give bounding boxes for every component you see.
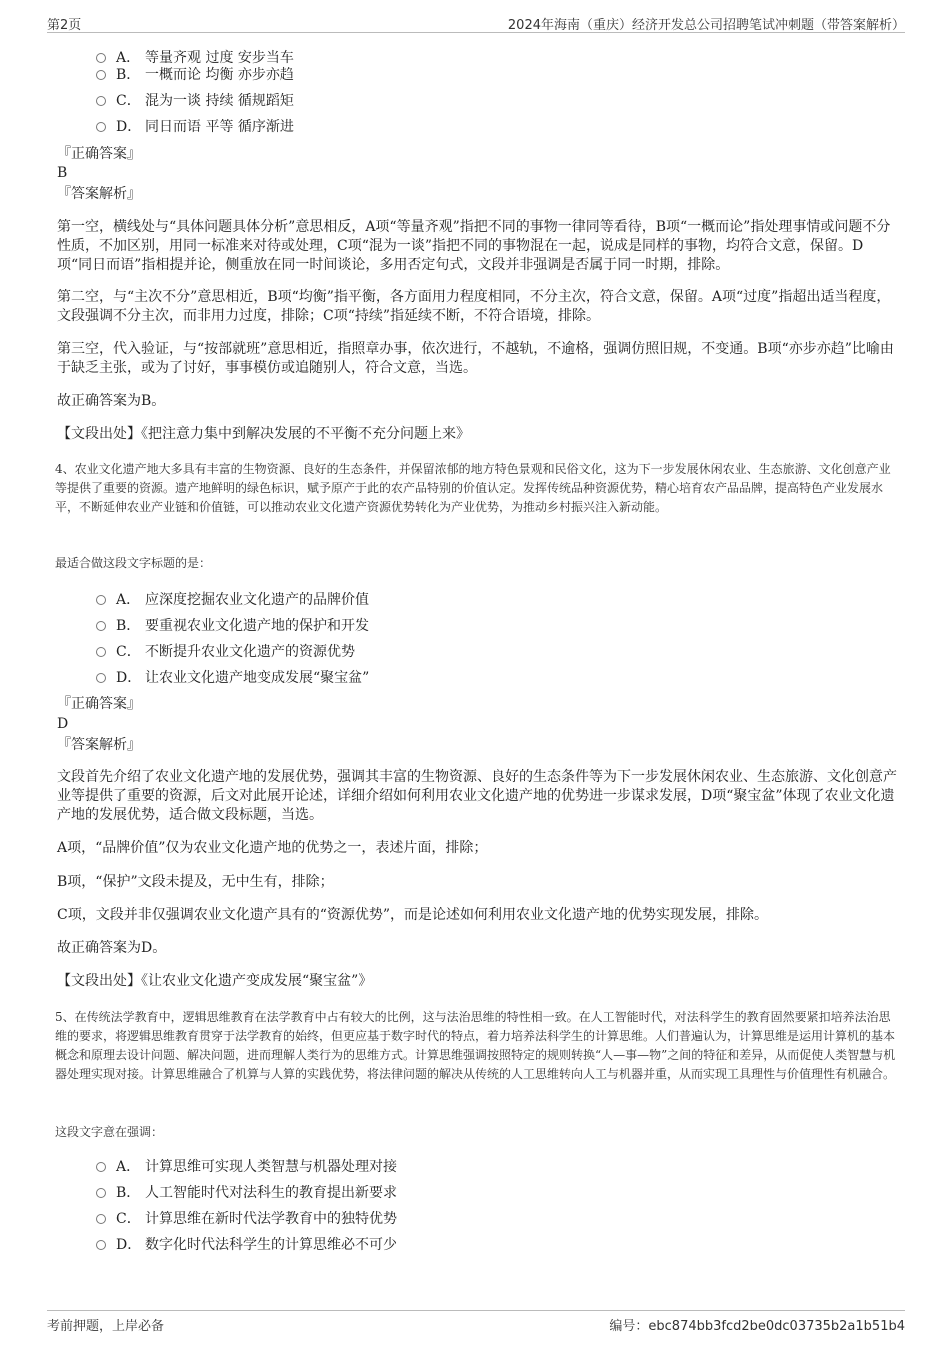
q4-question: 最适合做这段文字标题的是： [55, 556, 212, 570]
radio-icon[interactable] [96, 621, 106, 631]
page-number: 第2页 [47, 18, 82, 33]
q4-analysis-2: A项，“品牌价值”仅为农业文化遗产地的优势之一，表述片面，排除； [57, 840, 488, 856]
radio-icon[interactable] [96, 96, 106, 106]
q4-analysis-3: B项，“保护”文段未提及，无中生有，排除； [57, 874, 334, 890]
radio-icon[interactable] [96, 647, 106, 657]
q3-analysis-1: 第一空，横线处与“具体问题具体分析”意思相反，A项“等量齐观”指把不同的事物一律同等看待，B项“一概而论”指处理事情或问题不分性质，不加区别，用同一标准来对待或处理，C项“混为一谈”指把不同的事物混在一起，说成是同样的事物，均符合文意，保留。D项“同日而语”指相提并论，侧重放在同一时间谈论，多用否定句式，文段并非强调是否属于同一时期，排除。 [57, 219, 891, 273]
q4-analysis-4: C项，文段并非仅强调农业文化遗产具有的“资源优势”，而是论述如何利用农业文化遗产地的优势实现发展，排除。 [57, 907, 769, 923]
q4-source: 【文段出处】《让农业文化遗产变成发展“聚宝盆”》 [57, 973, 373, 989]
q3-analysis-3: 第三空，代入验证，与“按部就班”意思相近，指照章办事，依次进行，不越轨，不逾格，强调仿照旧规，不变通。B项“亦步亦趋”比喻由于缺乏主张，或为了讨好，事事模仿或追随别人，符合文意，当选。 [57, 341, 894, 376]
radio-icon[interactable] [96, 595, 106, 605]
radio-icon[interactable] [96, 1188, 106, 1198]
page-header [47, 14, 905, 33]
radio-icon[interactable] [96, 122, 106, 132]
radio-icon[interactable] [96, 673, 106, 683]
footer-slogan: 考前押题，上岸必备 [47, 1319, 165, 1334]
q4-answer-label: 『正确答案』 [57, 696, 141, 712]
q4-answer: D [57, 716, 69, 732]
document-title: 2024年海南（重庆）经济开发总公司招聘笔试冲刺题（带答案解析） [507, 18, 905, 33]
q3-answer-label: 『正确答案』 [57, 146, 141, 162]
q3-analysis-label: 『答案解析』 [57, 186, 141, 202]
radio-icon[interactable] [96, 70, 106, 80]
q4-analysis-label: 『答案解析』 [57, 737, 141, 753]
radio-icon[interactable] [96, 1214, 106, 1224]
q3-source: 【文段出处】《把注意力集中到解决发展的不平衡不充分问题上来》 [57, 426, 470, 442]
q5-question: 这段文字意在强调： [55, 1125, 164, 1139]
q3-analysis-2: 第二空，与“主次不分”意思相近，B项“均衡”指平衡，各方面用力程度相同，不分主次，符合文意，保留。A项“过度”指超出适当程度，文段强调不分主次，而非用力过度，排除；C项“持续”指延续不断，不符合语境，排除。 [57, 289, 891, 324]
q3-answer: B [57, 165, 68, 181]
radio-icon[interactable] [96, 1240, 106, 1250]
q3-conclusion: 故正确答案为B。 [57, 393, 166, 409]
q4-conclusion: 故正确答案为D。 [57, 940, 167, 956]
q4-analysis-1: 文段首先介绍了农业文化遗产地的发展优势，强调其丰富的生物资源、良好的生态条件等为下一步发展休闲农业、生态旅游、文化创意产业等提供了重要的资源，后文对此展开论述，详细介绍如何利用农业文化遗产地的优势进一步谋求发展，D项“聚宝盆”体现了农业文化遗产地的发展优势，适合做文段标题，当选。 [57, 769, 897, 823]
radio-icon[interactable] [96, 53, 106, 63]
q5-stem: 5、在传统法学教育中，逻辑思维教育在法学教育中占有较大的比例，这与法治思维的特性相一致。在人工智能时代，对法科学生的教育固然要紧扣培养法治思维的要求，将逻辑思维教育贯穿于法学教育的始终，但更应基于数字时代的特点，着力培养法科学生的计算思维。人们普遍认为，计算思维是运用计算机的基本概念和原理去设计问题、解决问题，进而理解人类行为的思维方式。计算思维强调按照特定的规则转换“人—事—物”之间的特征和差异，从而促使人类智慧与机器处理实现对接。计算思维融合了机算与人算的实践优势，将法律问题的解决从传统的人工思维转向人工与机器并重，从而实现工具理性与价值理性有机融合。 [55, 1010, 896, 1081]
radio-icon[interactable] [96, 1162, 106, 1172]
document-code: 编号：ebc874bb3fcd2be0dc03735b2a1b51b4 [609, 1319, 905, 1334]
q4-stem: 4、农业文化遗产地大多具有丰富的生物资源、良好的生态条件，并保留浓郁的地方特色景观和民俗文化，这为下一步发展休闲农业、生态旅游、文化创意产业等提供了重要的资源。遗产地鲜明的绿色标识，赋予原产于此的农产品特别的价值认定。发挥传统品种资源优势，精心培育农产品品牌，提高特色产业发展水平，不断延伸农业产业链和价值链，可以推动农业文化遗产资源优势转化为产业优势，为推动乡村振兴注入新动能。 [55, 462, 891, 514]
page-footer [47, 1310, 905, 1333]
